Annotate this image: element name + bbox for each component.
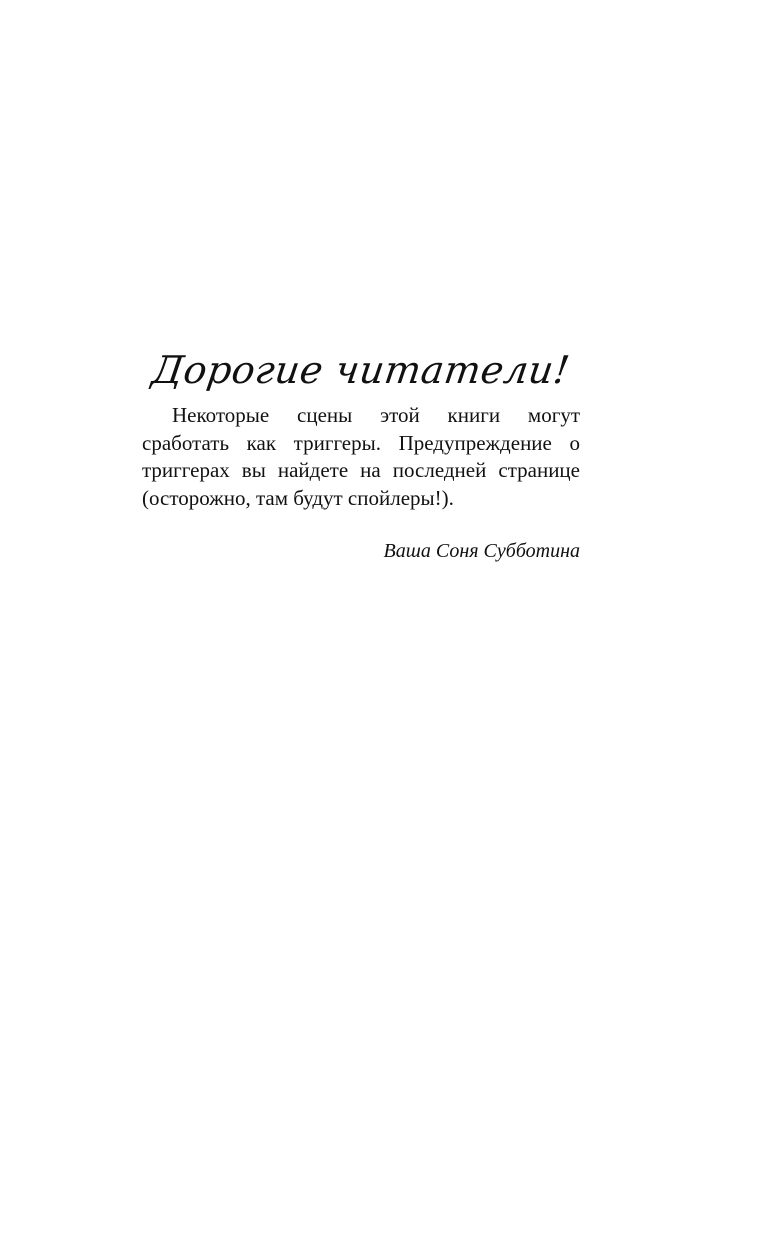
reader-note: [142, 338, 580, 564]
author-signature: Ваша Соня Субботина: [383, 540, 580, 562]
page-title: Дорогие читатели!: [149, 348, 573, 392]
note-paragraph: Некоторые сцены этой книги могут сработать как триггеры. Предупреждение о триггерах вы найдете на последней странице (осторожно, там будут спойлеры!).: [142, 403, 580, 510]
